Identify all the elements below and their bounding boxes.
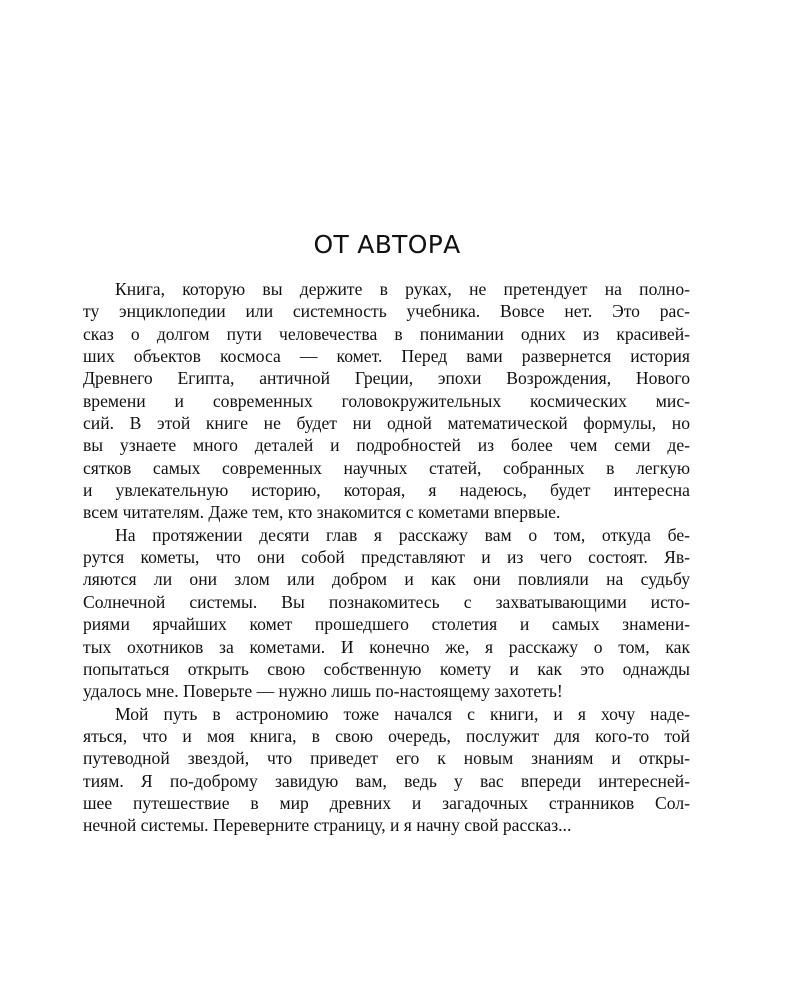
text-line: времени и современных головокружительных космических мис-: [83, 390, 690, 411]
text-line: яться, что и моя книга, в свою очередь, послужит для кого-то той: [83, 725, 690, 746]
text-line: сий. В этой книге не будет ни одной математической формулы, но: [83, 413, 690, 434]
text-line: нечной системы. Переверните страницу, и я начну свой рассказ...: [83, 815, 572, 836]
text-line: Мой путь в астрономию тоже начался с книги, и я хочу наде-: [115, 703, 690, 724]
body-text: [83, 278, 690, 837]
text-line: ших объектов космоса — комет. Перед вами развернется история: [83, 346, 690, 367]
text-line: Книга, которую вы держите в руках, не претендует на полно-: [115, 279, 690, 299]
text-line: Солнечной системы. Вы познакомитесь с захватывающими исто-: [83, 591, 690, 612]
text-line: риями ярчайших комет прошедшего столетия и самых знамени-: [83, 614, 690, 635]
text-line: вы узнаете много деталей и подробностей из более чем семи де-: [83, 435, 690, 456]
text-line: удалось мне. Поверьте — нужно лишь по-настоящему захотеть!: [83, 681, 563, 702]
chapter-heading: ОТ АВТОРА: [313, 230, 461, 259]
text-line: попытаться открыть свою собственную комету и как это однажды: [83, 658, 690, 679]
text-line: путеводной звездой, что приведет его к новым знаниям и откры-: [83, 748, 690, 769]
text-line: всем читателям. Даже тем, кто знакомится с кометами впервые.: [83, 502, 561, 523]
text-line: шее путешествие в мир древних и загадочных странников Сол-: [83, 792, 690, 813]
text-line: ляются ли они злом или добром и как они повлияли на судьбу: [83, 569, 690, 590]
text-line: На протяжении десяти глав я расскажу вам о том, откуда бе-: [115, 524, 690, 545]
text-line: тых охотников за кометами. И конечно же, я расскажу о том, как: [83, 636, 690, 657]
text-line: Древнего Египта, античной Греции, эпохи Возрождения, Нового: [83, 368, 690, 389]
text-line: сказ о долгом пути человечества в понимании одних из красивей-: [83, 323, 690, 344]
text-line: сятков самых современных научных статей, собранных в легкую: [83, 457, 690, 478]
text-line: тиям. Я по-доброму завидую вам, ведь у вас впереди интересней-: [83, 770, 690, 791]
paragraph-3: [83, 703, 690, 837]
paragraph-1: [83, 278, 690, 524]
paragraph-2: [83, 524, 690, 703]
text-line: рутся кометы, что они собой представляют и из чего состоят. Яв-: [83, 547, 690, 568]
text-line: и увлекательную историю, которая, я надеюсь, будет интересна: [83, 480, 690, 501]
text-line: ту энциклопедии или системность учебника. Вовсе нет. Это рас-: [83, 301, 690, 322]
